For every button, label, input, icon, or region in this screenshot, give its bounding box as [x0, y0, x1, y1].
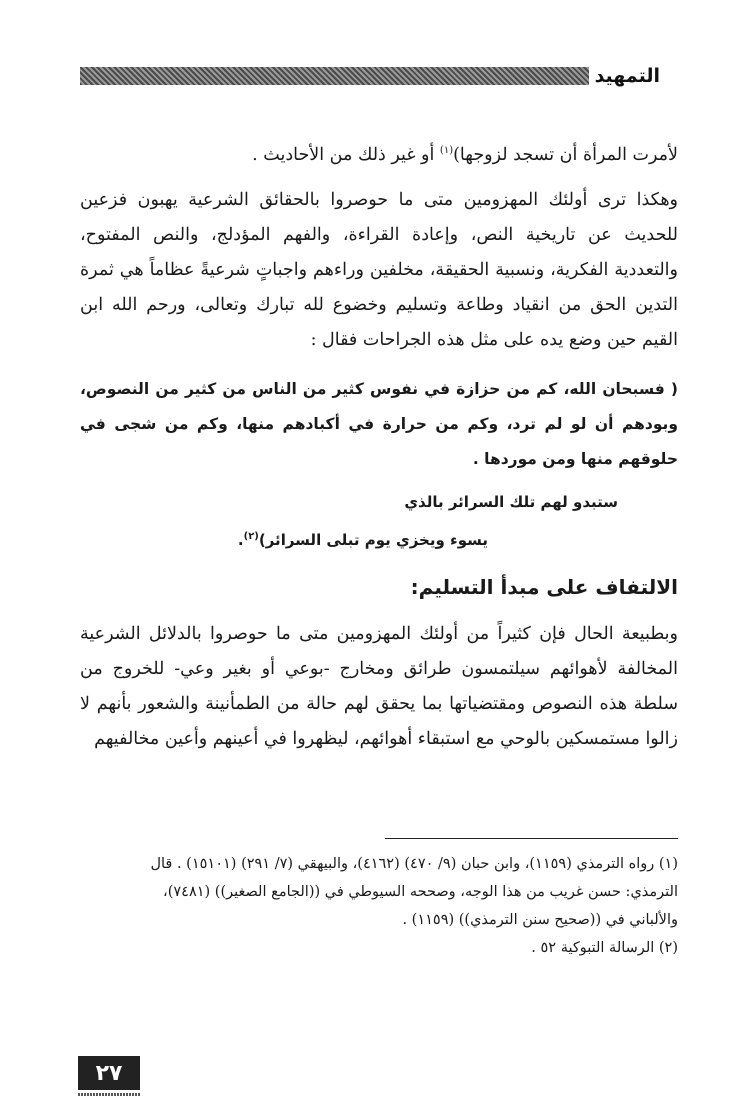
section-heading: الالتفاف على مبدأ التسليم: — [410, 575, 678, 599]
paragraph-1-text: لأمرت المرأة أن تسجد لزوجها) — [453, 145, 678, 165]
page-header — [80, 62, 660, 90]
footnote-2: (٢) الرسالة التبوكية ٥٢ . — [531, 940, 678, 956]
chapter-title: التمهيد — [594, 65, 660, 87]
main-text — [80, 138, 678, 757]
paragraph-2: وهكذا ترى أولئك المهزومين متى ما حوصروا بالحقائق الشرعية يهبون فزعين للحديث عن تاريخية النص، وإعادة القراءة، والفهم المؤدلج، والنص المفتوح، والتعددية الفكرية، ونسبية الحقيقة، مخلفين وراءهم واجباتٍ شرعيةً عظاماً هي ثمرة التدين الحق من انقياد وطاعة وتسليم وخضوع لله تبارك وتعالى، ورحم الله ابن القيم حين وضع يده على مثل هذه الجراحات فقال : — [80, 190, 678, 350]
paragraph-1 — [80, 138, 678, 173]
page-number-decoration — [78, 1093, 140, 1096]
header-decorative-band — [80, 67, 589, 85]
page-number: ٢٧ — [78, 1056, 140, 1090]
paragraph-1-end: أو غير ذلك من الأحاديث . — [252, 145, 440, 165]
footnote-ref-2: (٢) — [243, 531, 259, 542]
footnotes — [80, 850, 678, 962]
footnote-separator — [385, 838, 678, 839]
paragraph-3: وبطبيعة الحال فإن كثيراً من أولئك المهزومين متى ما حوصروا بالدلائل الشرعية المخالفة لأهوائهم سيلتمسون طرائق ومخارج -بوعي أو بغير وعي- للخروج من سلطة هذه النصوص ومقتضياتها بما يحقق لهم حالة من الطمأنينة والشعور بأنهم لا زالوا مستمسكين بالوحي مع استبقاء أهوائهم، ليظهروا في أعينهم وأعين مخالفيهم — [80, 624, 678, 749]
footnote-1-line-1: (١) رواه الترمذي (١١٥٩)، وابن حبان (٩/ ٤٧٠) (٤١٦٢)، والبيهقي (٧/ ٢٩١) (١٥١٠١) . قال — [150, 856, 678, 872]
footnote-1-line-3: والألباني في ((صحيح سنن الترمذي)) (١١٥٩) . — [402, 912, 678, 928]
poetry-verse-2-text: يسوء ويخزي يوم تبلى السرائر) — [258, 531, 488, 549]
footnote-1-line-2: الترمذي: حسن غريب من هذا الوجه، وصححه السيوطي في ((الجامع الصغير)) (٧٤٨١)، — [163, 884, 678, 900]
quote-ibn-alqayyim: ( فسبحان الله، كم من حزازة في نفوس كثير من الناس من كثير من النصوص، وبودهم أن لو لم ترد، وكم من حرارة في أكبادهم منها، وكم من شجى في حلوقهم منها ومن موردها . — [80, 380, 678, 468]
footnote-ref-1: (١) — [439, 145, 454, 157]
poetry-verse-2-end: . — [237, 531, 244, 549]
poetry-verse-1: ستبدو لهم تلك السرائر بالذي — [404, 493, 618, 511]
poetry-verse-2 — [80, 523, 488, 557]
